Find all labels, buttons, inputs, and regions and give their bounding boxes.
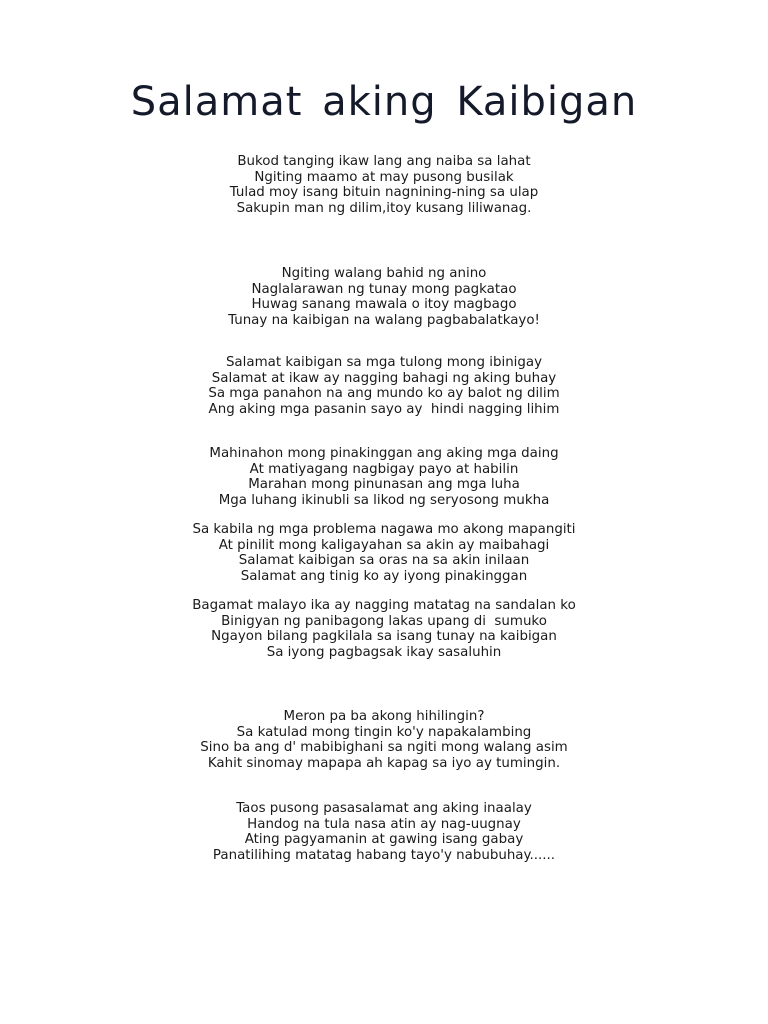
stanza-7 (0, 709, 768, 771)
stanza-3 (0, 355, 768, 417)
poem-line: Sakupin man ng dilim,itoy kusang liliwanag. (236, 200, 532, 216)
stanza-2 (0, 266, 768, 328)
poem-line: Sa kabila ng mga problema nagawa mo akong mapangiti (192, 522, 576, 537)
poem-line: Sa iyong pagbagsak ikay sasaluhin (266, 644, 502, 660)
poem-line: Kahit sinomay mapapa ah kapag sa iyo ay tumingin. (207, 755, 561, 771)
poem-line: Meron pa ba akong hihilingin? (283, 709, 485, 724)
poem-title: Salamat aking Kaibigan (130, 79, 638, 125)
poem-line: Handog na tula nasa atin ay nag-uugnay (247, 816, 521, 832)
poem-line: Tunay na kaibigan na walang pagbabalatkayo! (228, 312, 540, 328)
poem-line: At pinilit mong kaligayahan sa akin ay maibahagi (218, 537, 550, 553)
poem-line: Salamat kaibigan sa mga tulong mong ibinigay (225, 355, 543, 370)
poem-line: Taos pusong pasasalamat ang aking inaalay (236, 801, 532, 816)
stanza-1 (0, 154, 768, 216)
poem-line: Salamat ang tinig ko ay iyong pinakinggan (240, 568, 528, 584)
poem-line: Bagamat malayo ika ay nagging matatag na sandalan ko (192, 598, 576, 613)
stanza-4 (0, 446, 768, 508)
stanza-8 (0, 801, 768, 863)
poem-line: Huwag sanang mawala o itoy magbago (251, 297, 517, 313)
poem-line: Sa katulad mong tingin ko'y napakalambing (236, 724, 532, 740)
poem-line: At matiyagang nagbigay payo at habilin (249, 461, 519, 477)
poem-line: Bukod tanging ikaw lang ang naiba sa lahat (237, 154, 531, 169)
stanza-6 (0, 598, 768, 660)
poem-line: Mga luhang ikinubli sa likod ng seryosong mukha (218, 492, 550, 508)
poem-line: Binigyan ng panibagong lakas upang di sumuko (221, 613, 547, 629)
poem-line: Salamat at ikaw ay nagging bahagi ng aking buhay (211, 370, 557, 386)
poem-line: Ngiting maamo at may pusong busilak (254, 169, 514, 185)
stanza-5 (0, 522, 768, 584)
poem-line: Mahinahon mong pinakinggan ang aking mga daing (209, 446, 559, 461)
poem-line: Panatilihing matatag habang tayo'y nabubuhay...... (212, 847, 556, 863)
poem-line: Sino ba ang d' mabibighani sa ngiti mong walang asim (200, 740, 568, 756)
poem-line: Ang aking mga pasanin sayo ay hindi nagging lihim (208, 401, 560, 417)
poem-line: Tulad moy isang bituin nagnining-ning sa ulap (229, 185, 539, 201)
poem-line: Ating pagyamanin at gawing isang gabay (244, 832, 524, 848)
poem-line: Naglalarawan ng tunay mong pagkatao (251, 281, 517, 297)
poem-line: Ngiting walang bahid ng anino (281, 266, 487, 281)
poem-line: Salamat kaibigan sa oras na sa akin inilaan (238, 553, 530, 569)
poem-line: Ngayon bilang pagkilala sa isang tunay na kaibigan (211, 629, 557, 645)
poem-line: Marahan mong pinunasan ang mga luha (248, 477, 520, 493)
poem-line: Sa mga panahon na ang mundo ko ay balot ng dilim (208, 386, 560, 402)
